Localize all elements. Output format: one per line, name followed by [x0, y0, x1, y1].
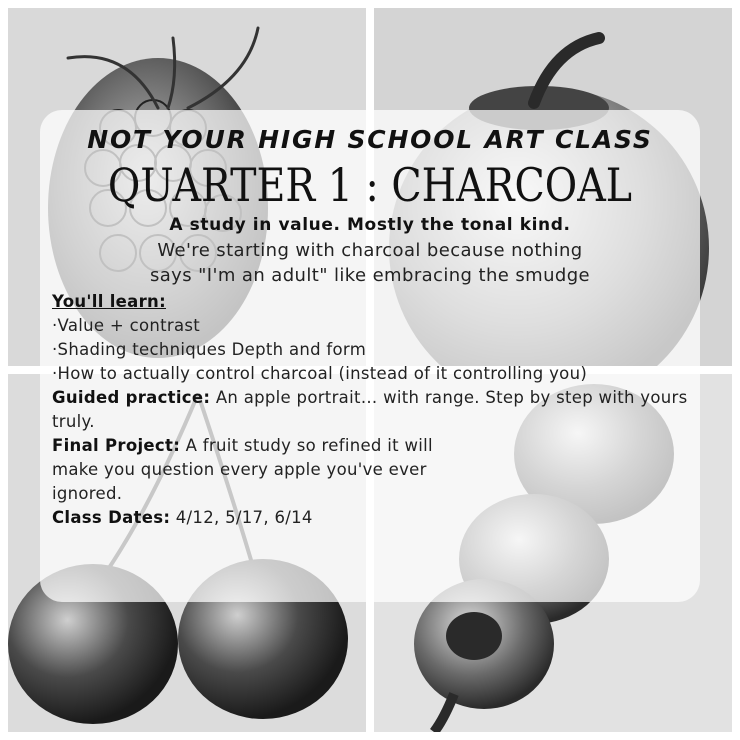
final-project	[52, 434, 688, 458]
guided-text: An apple portrait… with range. Step by step with yours truly.	[52, 388, 688, 431]
guided-practice	[52, 386, 688, 434]
learn-heading: You'll learn:	[52, 292, 166, 311]
intro-line-1: We're starting with charcoal because nothing	[157, 240, 583, 261]
headline-title: QUARTER 1 : CHARCOAL	[107, 158, 633, 212]
dates-label: Class Dates:	[52, 508, 171, 527]
final-label: Final Project:	[52, 436, 181, 455]
class-dates	[52, 506, 688, 530]
learn-item: ·Value + contrast	[52, 316, 201, 335]
learn-item: ·Shading techniques Depth and form	[52, 340, 367, 359]
info-card	[40, 110, 700, 602]
guided-label: Guided practice:	[52, 388, 211, 407]
course-details	[52, 290, 688, 530]
intro-text	[52, 238, 688, 288]
final-line-3: ignored.	[52, 484, 123, 503]
kicker-title: NOT YOUR HIGH SCHOOL ART CLASS	[87, 125, 653, 154]
intro-line-2: says "I'm an adult" like embracing the smudge	[149, 265, 591, 286]
learn-item: ·How to actually control charcoal (instead of it controlling you)	[52, 364, 588, 383]
final-line-2: make you question every apple you've ever	[52, 460, 427, 479]
dates-text: 4/12, 5/17, 6/14	[170, 508, 313, 527]
subhead: A study in value. Mostly the tonal kind.	[169, 215, 571, 235]
final-line-1: A fruit study so refined it will	[180, 436, 433, 455]
